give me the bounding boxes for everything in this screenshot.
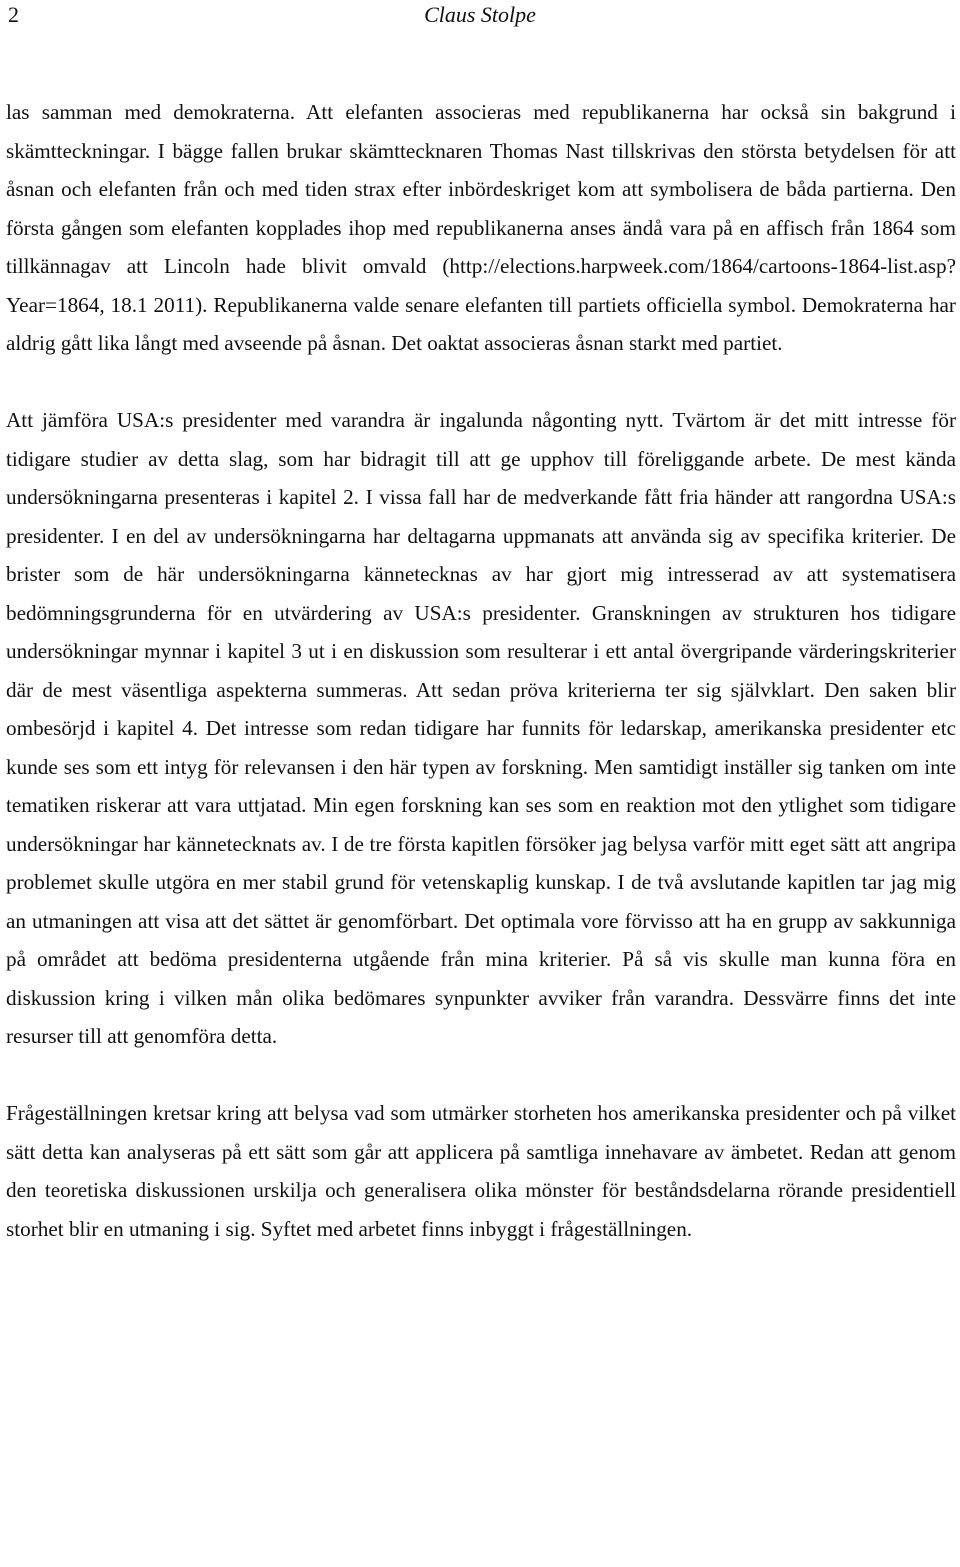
- paragraph-research-question: Frågeställningen kretsar kring att belysa vad som utmärker storheten hos amerikanska presidenter och på vilket sätt detta kan analyseras på ett sätt som går att applicera på samtliga innehavare av ämbetet. Redan att genom den teoretiska diskussionen urskilja och generalisera olika mönster för beståndsdelarna rörande presidentiell storhet blir en utmaning i sig. Syftet med arbetet finns inbyggt i frågeställningen.: [6, 1101, 956, 1241]
- paragraph-research-background: Att jämföra USA:s presidenter med varandra är ingalunda någonting nytt. Tvärtom är det mitt intresse för tidigare studier av detta slag, som har bidragit till att ge upphov till föreliggande arbete. De mest kända undersökningarna presenteras i kapitel 2. I vissa fall har de medverkande fått fria händer att rangordna USA:s presidenter. I en del av undersökningarna har deltagarna uppmanats att använda sig av specifika kriterier. De brister som de här undersökningarna kännetecknas av har gjort mig intresserad av att systematisera bedömningsgrunderna för en utvärdering av USA:s presidenter. Granskningen av strukturen hos tidigare undersökningar mynnar i kapitel 3 ut i en diskussion som resulterar i ett antal övergripande värderingskriterier där de mest väsentliga aspekterna summeras. Att sedan pröva kriterierna ter sig självklart. Den saken blir ombesörjd i kapitel 4. Det intresse som redan tidigare har funnits för ledarskap, amerikanska presidenter etc kunde ses som ett intyg för relevansen i den här typen av forskning. Men samtidigt inställer sig tanken om inte tematiken riskerar att vara uttjatad. Min egen forskning kan ses som en reaktion mot den ytlighet som tidigare undersökningar har kännetecknats av. I de tre första kapitlen försöker jag belysa varför mitt eget sätt att angripa problemet skulle utgöra en mer stabil grund för vetenskaplig kunskap. I de två avslutande kapitlen tar jag mig an utmaningen att visa att det sättet är genomförbart. Det optimala vore förvisso att ha en grupp av sakkunniga på området att bedöma presidenterna utgående från mina kriterier. På så vis skulle man kunna föra en diskussion kring i vilken mån olika bedömares synpunkter avviker från varandra. Dessvärre finns det inte resurser till att genomföra detta.: [6, 408, 956, 1048]
- running-title: Claus Stolpe: [424, 2, 536, 27]
- body-text: [6, 93, 956, 1248]
- page-number: 2: [8, 2, 19, 27]
- paragraph-party-symbols: las samman med demokraterna. Att elefanten associeras med republikanerna har också sin bakgrund i skämtteckningar. I bägge fallen brukar skämttecknaren Thomas Nast tillskrivas den största betydelsen för att åsnan och elefanten från och med tiden strax efter inbördeskriget kom att symbolisera de båda partierna. Den första gången som elefanten kopplades ihop med republikanerna anses ändå vara på en affisch från 1864 som tillkännagav att Lincoln hade blivit omvald (http://elections.harpweek.com/1864/cartoons-1864-list.asp?Year=1864, 18.1 2011). Republikanerna valde senare elefanten till partiets officiella symbol. Demokraterna har aldrig gått lika långt med avseende på åsnan. Det oaktat associeras åsnan starkt med partiet.: [6, 100, 956, 355]
- running-header: [8, 0, 952, 30]
